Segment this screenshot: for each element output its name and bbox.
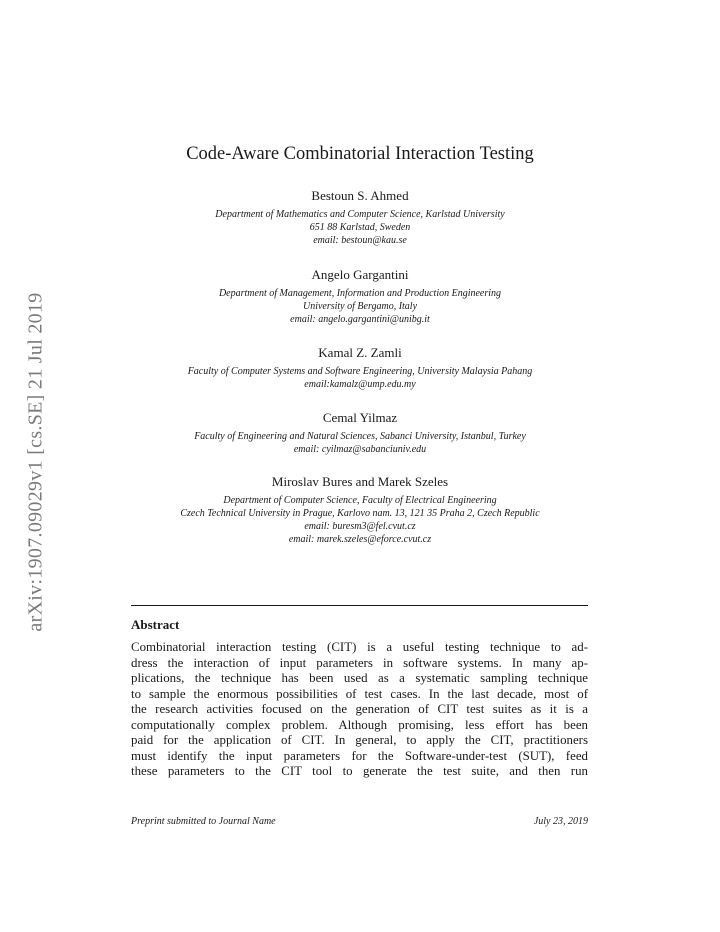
author-block-5 <box>0 474 720 546</box>
author-name: Miroslav Bures and Marek Szeles <box>271 474 449 489</box>
author-affiliation-line: Department of Management, Information and Production Engineering <box>218 288 502 299</box>
author-block-3 <box>0 345 720 391</box>
author-affiliation-line: Faculty of Engineering and Natural Sciences, Sabanci University, Istanbul, Turkey <box>194 431 526 442</box>
abstract-line: Combinatorial interaction testing (CIT) is a useful testing technique to ad- <box>131 640 588 654</box>
arxiv-identifier-stamp: arXiv:1907.09029v1 [cs.SE] 21 Jul 2019 <box>24 292 47 632</box>
author-name: Bestoun S. Ahmed <box>311 188 409 203</box>
author-email: email: buresm3@fel.cvut.cz <box>304 521 416 532</box>
abstract-body <box>131 640 588 780</box>
author-email: email: marek.szeles@eforce.cvut.cz <box>288 534 432 545</box>
abstract-divider <box>131 605 588 606</box>
abstract-line: plications, the technique has been used as a systematic sampling technique <box>131 671 588 685</box>
author-email: email: cyilmaz@sabanciuniv.edu <box>293 444 427 455</box>
footer-date: July 23, 2019 <box>533 816 588 827</box>
abstract-line: dress the interaction of input parameters in software systems. In many ap- <box>131 655 588 670</box>
author-affiliation-line: Department of Computer Science, Faculty of Electrical Engineering <box>223 495 497 506</box>
author-name: Angelo Gargantini <box>311 267 409 282</box>
abstract-line: these parameters to the CIT tool to generate the test suite, and then run <box>131 764 588 778</box>
author-email: email: bestoun@kau.se <box>313 235 407 246</box>
author-block-4 <box>0 410 720 456</box>
abstract-line: must identify the input parameters for the Software-under-test (SUT), feed <box>131 748 588 763</box>
author-affiliation-line: Czech Technical University in Prague, Karlovo nam. 13, 121 35 Praha 2, Czech Republic <box>180 508 540 519</box>
author-affiliation-line: Department of Mathematics and Computer Science, Karlstad University <box>215 209 505 220</box>
abstract-line: computationally complex problem. Although promising, less effort has been <box>131 717 588 732</box>
footer-preprint-note: Preprint submitted to Journal Name <box>131 816 276 827</box>
abstract-line: paid for the application of CIT. In general, to apply the CIT, practitioners <box>131 733 588 747</box>
author-affiliation-line: Faculty of Computer Systems and Software Engineering, University Malaysia Pahang <box>187 366 533 377</box>
abstract-line: the research activities focused on the generation of CIT test suites as it is a <box>131 702 588 716</box>
author-name: Cemal Yilmaz <box>322 410 398 425</box>
author-affiliation-line: 651 88 Karlstad, Sweden <box>309 222 411 233</box>
paper-title: Code-Aware Combinatorial Interaction Testing <box>186 144 534 164</box>
author-name: Kamal Z. Zamli <box>318 345 402 360</box>
author-block-2 <box>0 267 720 326</box>
author-block-1 <box>0 188 720 247</box>
page-footer <box>131 816 588 827</box>
author-email: email: angelo.gargantini@unibg.it <box>290 314 430 325</box>
author-affiliation-line: University of Bergamo, Italy <box>302 301 418 312</box>
abstract-line: to sample the enormous possibilities of test cases. In the last decade, most of <box>131 686 588 701</box>
abstract-heading: Abstract <box>131 617 180 632</box>
author-email: email:kamalz@ump.edu.my <box>304 379 416 390</box>
